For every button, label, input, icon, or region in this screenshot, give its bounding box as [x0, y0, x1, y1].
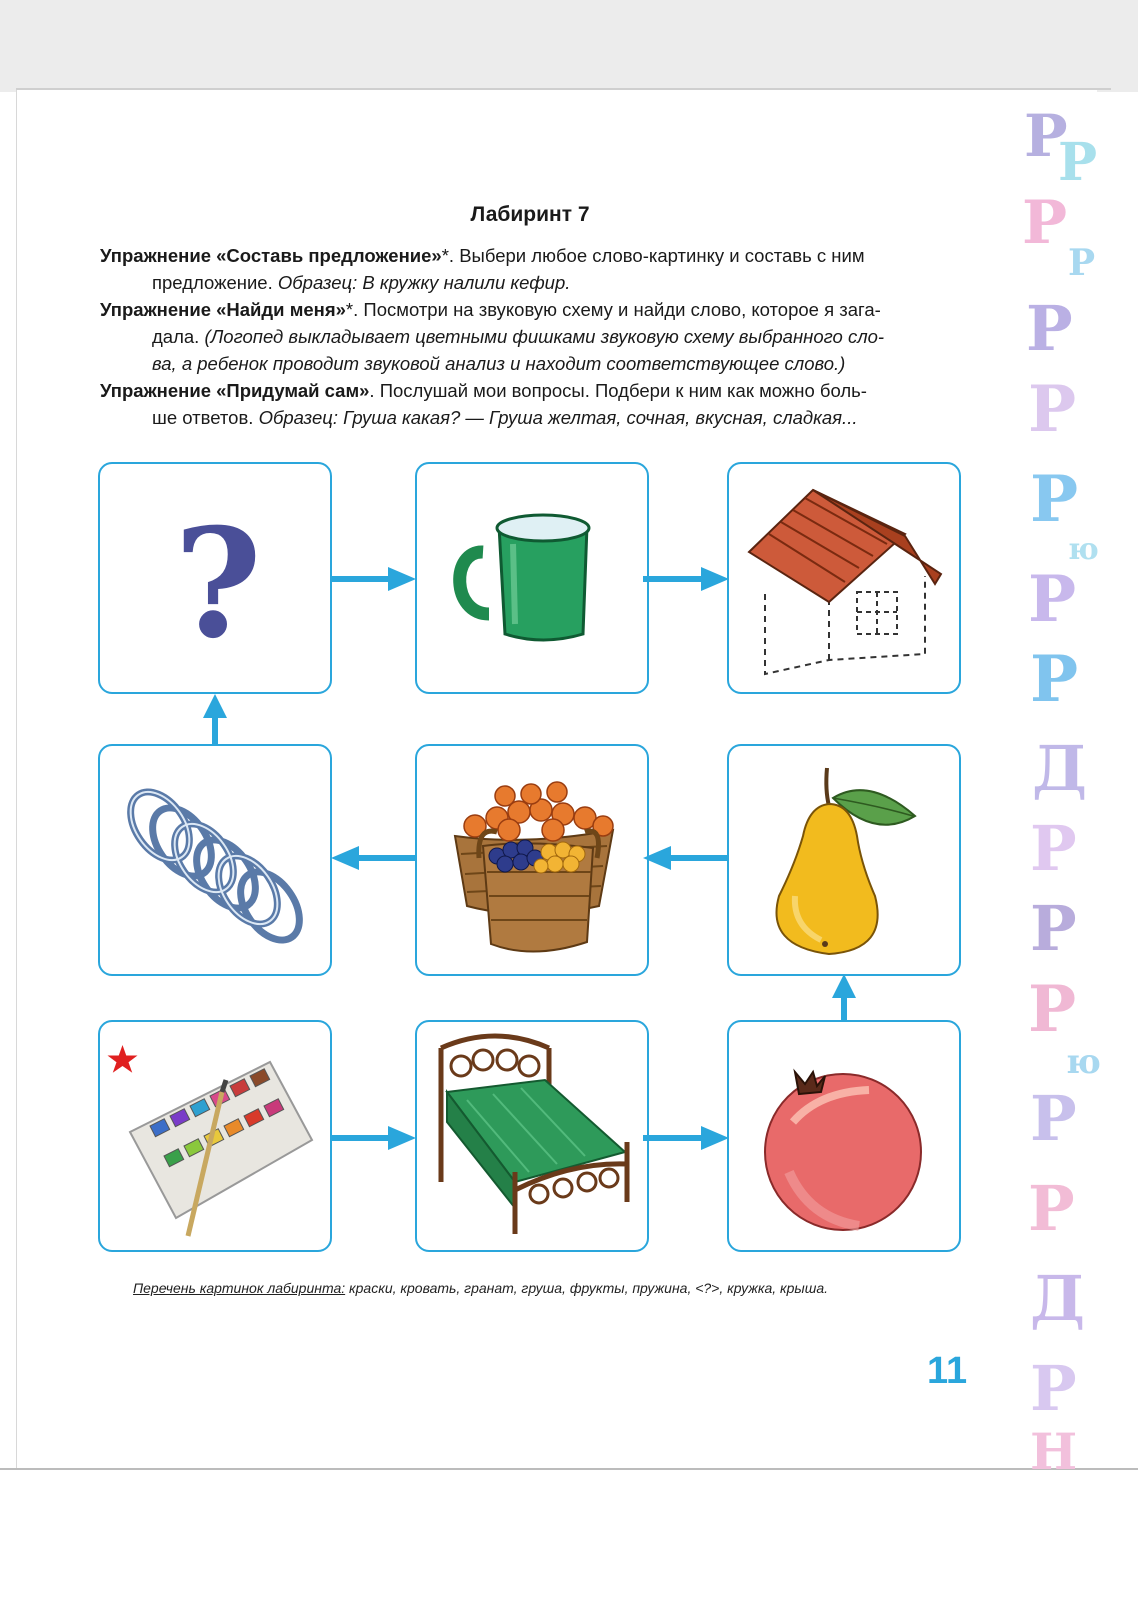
exercise-sample: Образец: В кружку налили кефир.: [277, 272, 571, 293]
maze-cell-roof[interactable]: [727, 462, 961, 694]
exercise-name: Упражнение «Составь предложение»: [100, 245, 442, 266]
page-number: 11: [927, 1350, 968, 1392]
maze-cell-bed[interactable]: [415, 1020, 649, 1252]
arrow-right-icon: [330, 567, 416, 591]
star-icon: [108, 1045, 138, 1073]
page-edge: [0, 1468, 1138, 1470]
page-title: Лабиринт 7: [470, 203, 590, 226]
exercise-sample: Образец: Груша какая? — Груша желтая, сочная, вкусная, сладкая...: [258, 407, 858, 428]
maze-cell-paints[interactable]: [98, 1020, 332, 1252]
exercise-text: предложение.: [152, 272, 278, 293]
arrow-up-icon: [203, 694, 227, 746]
maze-cell-spring[interactable]: [98, 744, 332, 976]
arrow-left-icon: [643, 846, 729, 870]
exercise-name: Упражнение «Найди меня»: [100, 299, 346, 320]
maze-cell-mug[interactable]: [415, 462, 649, 694]
arrow-left-icon: [331, 846, 417, 870]
arrow-up-icon: [832, 974, 856, 1022]
question-mark-icon: ?: [174, 496, 262, 672]
arrow-right-icon: [643, 1126, 729, 1150]
exercise-compose-sentence: [100, 242, 980, 296]
maze-cell-question[interactable]: [98, 462, 332, 694]
house-icon: [729, 464, 959, 692]
caption-label: Перечень картинок лабиринта:: [133, 1280, 346, 1296]
watercolor-paints-icon: [100, 1022, 330, 1250]
exercise-make-up: [100, 377, 980, 431]
exercise-note: ва, а ребенок проводит звуковой анализ и находит соответствующее слово.): [152, 353, 846, 374]
maze-cell-pomegranate[interactable]: [727, 1020, 961, 1252]
picture-list-caption: [133, 1280, 828, 1296]
pear-icon: [729, 746, 959, 974]
exercise-note: (Логопед выкладывает цветными фишками звуковую схему выбранного сло-: [204, 326, 885, 347]
bed-icon: [417, 1022, 647, 1250]
maze-cell-fruits[interactable]: [415, 744, 649, 976]
arrow-right-icon: [643, 567, 729, 591]
exercise-text: дала.: [152, 326, 205, 347]
exercise-find-me: [100, 296, 980, 377]
mug-icon: [417, 464, 647, 692]
exercise-text: ше ответов.: [152, 407, 259, 428]
exercise-text: *. Посмотри на звуковую схему и найди слово, которое я зага-: [345, 299, 881, 320]
arrow-right-icon: [330, 1126, 416, 1150]
pomegranate-icon: [729, 1022, 959, 1250]
exercise-text: *. Выбери любое слово-картинку и составь с ним: [441, 245, 865, 266]
exercise-text: . Послушай мои вопросы. Подбери к ним как можно боль-: [369, 380, 867, 401]
fruit-baskets-icon: [417, 746, 647, 974]
maze-cell-pear[interactable]: [727, 744, 961, 976]
exercise-name: Упражнение «Придумай сам»: [100, 380, 370, 401]
spring-icon: [100, 746, 330, 974]
decorative-letter-strip: P P P Р P P P ю P P Д Р Р Р ю Р Р Д Р Н: [1022, 102, 1101, 1472]
caption-list: краски, кровать, гранат, груша, фрукты, пружина, <?>, кружка, крыша.: [345, 1280, 829, 1296]
scan-shadow: [0, 0, 1138, 92]
